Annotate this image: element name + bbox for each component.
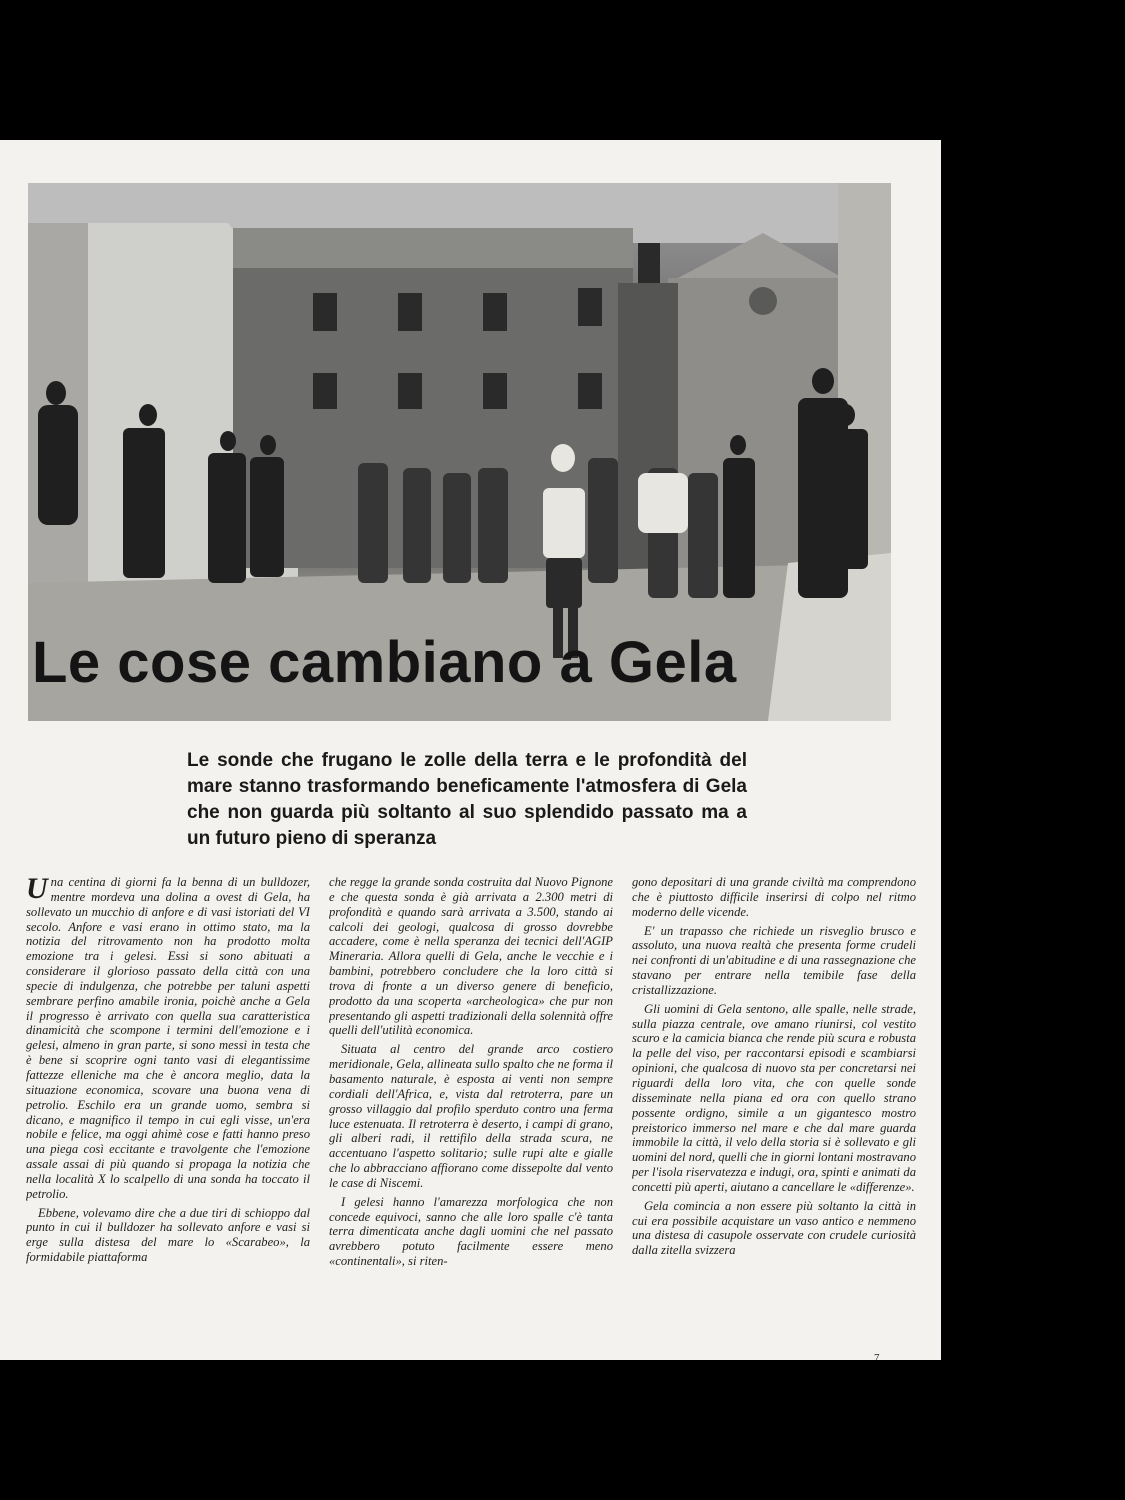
paragraph: Gli uomini di Gela sentono, alle spalle, nelle strade, sulla piazza centrale, ove amano riunirsi, col vestito scuro e la camicia bianca che rende più scura e robusta la pelle del viso, per raccontarsi episodi e scambiarsi opinioni, che qualcosa di nuovo sta per concretarsi nei riguardi della loro vita, che con quelle sonde disseminate nella piana ed ora con quello strano possente ordigno, simile a un gigantesco mostro preistorico immerso nel mare e che dal mare guarda immobile la città, il velo della storia si è sollevato e gli uomini del nord, quelli che in giorni lontani mostravano per l'isola riservatezza e indugi, ora, spinti e animati da concetti più aperti, aiutano a cancellare le «differenze». bbox=[632, 1001, 916, 1194]
article-title: Le cose cambiano a Gela bbox=[32, 630, 737, 695]
article-body bbox=[26, 875, 916, 1345]
article-subtitle: Le sonde che frugano le zolle della terra e le profondità del mare stanno trasformando beneficamente l'atmosfera di Gela che non guarda più soltanto al suo splendido passato ma a un futuro pieno di speranza bbox=[187, 750, 747, 849]
paragraph: Gela comincia a non essere più soltanto la città in cui era possibile acquistare un vaso antico e nemmeno una distesa di casupole osservate con crudele curiosità dalla zitella svizzera bbox=[632, 1198, 916, 1258]
drop-cap: U bbox=[26, 875, 48, 905]
paragraph: Una centina di giorni fa la benna di un bulldozer, mentre mordeva una dolina a ovest di Gela, ha sollevato un mucchio di anfore e di vasi istoriati del VI secolo. Anfore e vasi erano in ottimo stato, ma la notizia del ritrovamento non ha prodotto molta emozione tra i gelesi. Essi si sono abituati a considerare il glorioso passato della città con una specie di indulgenza, che potrebbe per taluni aspetti sembrare perfino amabile ironia, poichè anche a Gela il progresso è arrivato con quella sua caratteristica dinamicità che scompone i termini dell'emozione e i gelesi, almeno in gran parte, si sono messi in testa che è bene si scoprire ogni tanto vasi di elegantissime fattezze elleniche ma che è ancora meglio, data la situazione economica, scovare una buona vena di petrolio. Eschilo era un grande uomo, sembra si dicano, e magnifico il tempo in cui egli visse, un'era nobile e felice, ma oggi ahimè cose e fatti hanno preso una piega così eccitante e travolgente che l'emozione assale assai di più quando si propaga la notizia che nella località X lo scalpello di una sonda ha toccato il petrolio. bbox=[26, 875, 310, 1201]
paragraph: Ebbene, volevamo dire che a due tiri di schioppo dal punto in cui il bulldozer ha sollevato anfore e vasi si erge sulla distesa del mare lo «Scarabeo», la formidabile piattaforma bbox=[26, 1205, 310, 1265]
paragraph: Situata al centro del grande arco costiero meridionale, Gela, allineata sullo spalto che ne forma il basamento naturale, è esposta ai venti non sempre cordiali dell'Africa, e, vista dal retroterra, pare un grosso villaggio dal profilo sperduto contro una ferma luce estenuata. Il retroterra è deserto, i campi di grano, gli alberi radi, il rettifilo della strada scura, ne accentuano l'aspetto solitario; sulle rupi alte e gialle che lo abbracciano affiorano come dissepolte dal vento le case di Niscemi. bbox=[329, 1042, 613, 1190]
text-column-2 bbox=[329, 875, 613, 1345]
text-column-1 bbox=[26, 875, 310, 1345]
text-column-3 bbox=[632, 875, 916, 1345]
paragraph: gono depositari di una grande civiltà ma comprendono che è piuttosto difficile inserirsi di colpo nel ritmo moderno delle vicende. bbox=[632, 875, 916, 919]
paragraph: I gelesi hanno l'amarezza morfologica che non concede equivoci, sanno che alle loro spalle c'è tanta terra dimenticata anche dagli uomini che nel passato avrebbero potuto facilmente essere meno «continentali», si riten- bbox=[329, 1194, 613, 1269]
page-number: 7 bbox=[874, 1352, 880, 1360]
paragraph: che regge la grande sonda costruita dal Nuovo Pignone e che questa sonda è già arrivata a 2.300 metri di profondità e quando sarà arrivata a 3.500, stando ai calcoli dei geologi, qualcosa di grosso dovrebbe accadere, come è nella speranza dei tecnici dell'AGIP Mineraria. Allora quelli di Gela, anche le vecchie e i bambini, potrebbero concludere che la loro città si trova di fronte a un diverso genere di beneficio, prodotto da una scoperta «archeologica» che pur non presentando gli aspetti tradizionali della solennità offre quelli dell'utilità economica. bbox=[329, 875, 613, 1038]
magazine-page bbox=[0, 140, 941, 1360]
paragraph: E' un trapasso che richiede un risveglio brusco e assoluto, una nuova realtà che presenta forme crudeli nei confronti di un'abitudine e di una rassegnazione che stavano per entrare nella temibile fase della cristallizzazione. bbox=[632, 923, 916, 997]
